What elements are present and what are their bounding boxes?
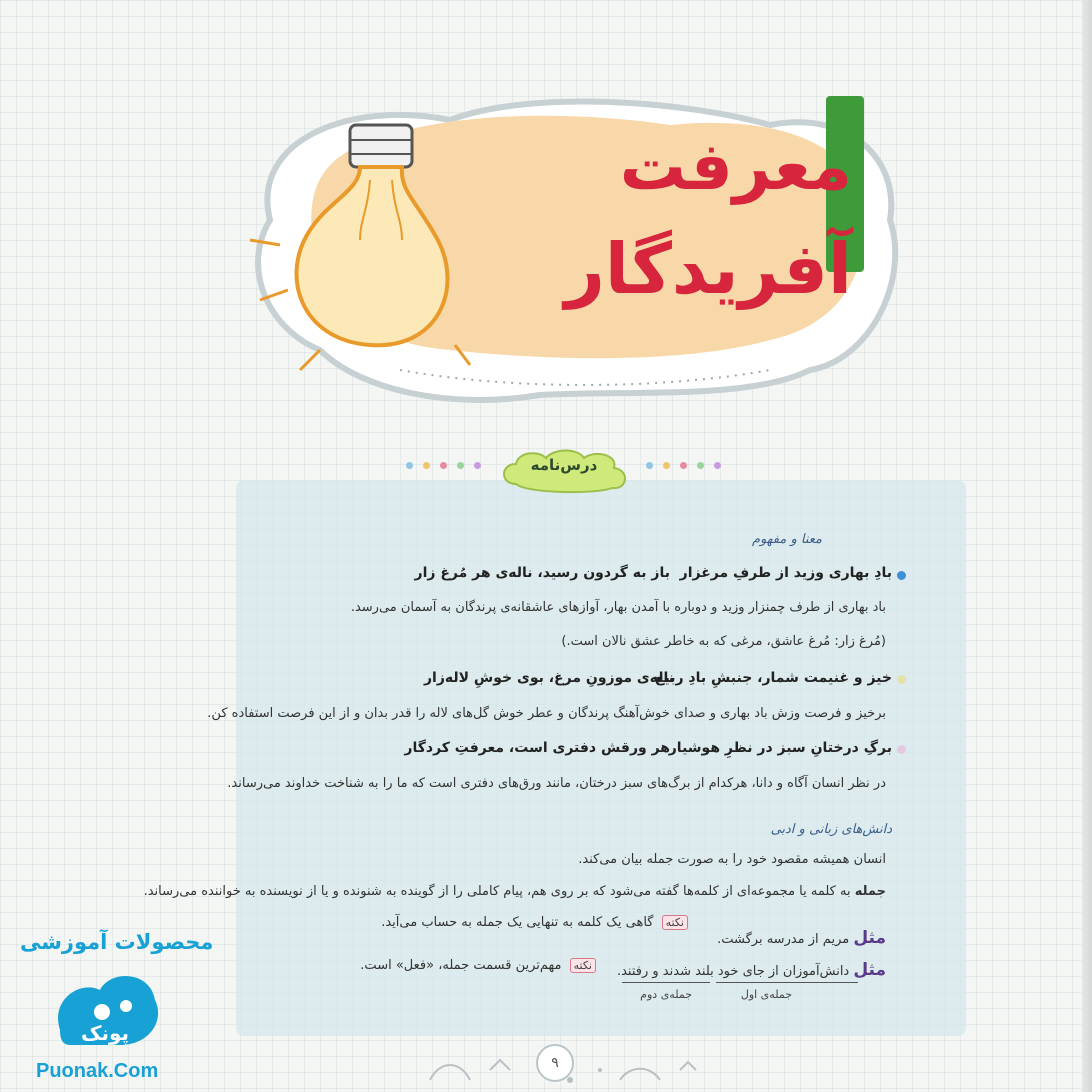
- meaning-heading: معنا و مفهوم: [752, 532, 822, 547]
- definition-line: [144, 884, 886, 899]
- verse1-second: باز به گردون رسید، ناله‌ی هر مُرغ زار: [414, 565, 670, 581]
- example-2-text: دانش‌آموزان از جای خود بلند شدند و رفتند.: [616, 964, 850, 979]
- bullet-yellow-icon: [897, 675, 906, 684]
- note-badge: نکته: [662, 915, 688, 930]
- sentence1-label: جمله‌ی اول: [740, 988, 792, 1001]
- paragraph-1: باد بهاری از طرف چمنزار وزید و دوباره با آمدن بهار، آوازهای عاشقانه‌ی پرندگان به آسمان می‌رسد.: [350, 600, 886, 615]
- verse2-second: ناله‌ی موزونِ مرغ، بوی خوشِ لاله‌زار: [423, 670, 674, 686]
- definition-label: جمله: [854, 884, 886, 899]
- underline-sentence1: [716, 982, 858, 983]
- lesson-content-box: [236, 480, 966, 1036]
- knowledge-heading: دانش‌های زبانی و ادبی: [770, 822, 892, 837]
- example-2: [617, 960, 886, 980]
- brand-tagline: محصولات آموزشی: [20, 930, 214, 954]
- paragraph-4: انسان همیشه مقصود خود را به صورت جمله بیان می‌کند.: [578, 852, 886, 867]
- note-1-text: گاهی یک کلمه به تنهایی یک جمله به حساب می‌آید.: [381, 915, 654, 930]
- bullet-pink-icon: [897, 745, 906, 754]
- underline-sentence2: [622, 982, 710, 983]
- brand-url: Puonak.Com: [36, 1060, 159, 1082]
- verse2-first: خیز و غنیمت شمار، جنبشِ بادِ ربیع: [654, 670, 892, 686]
- note-2-text: مهم‌ترین قسمت جمله، «فعل» است.: [360, 958, 562, 973]
- lesson-tag-label: درس‌نامه: [530, 456, 598, 474]
- chapter-title-line1: معرفت: [619, 128, 852, 205]
- dots-right: [646, 462, 721, 469]
- example-1-text: مریم از مدرسه برگشت.: [717, 932, 850, 947]
- example-label-2: مثل: [853, 960, 886, 980]
- example-1: [717, 928, 886, 948]
- paragraph-3: در نظر انسان آگاه و دانا، هرکدام از برگ‌های سبز درختان، مانند ورق‌های دفتری است که ما را به شناخت خداوند می‌رساند.: [227, 776, 886, 791]
- note-1: [381, 915, 688, 930]
- dots-left: [406, 462, 481, 469]
- note-badge-2: نکته: [570, 958, 596, 973]
- paragraph-1-note: (مُرغ زار: مُرغ عاشق، مرغی که به خاطر عشق نالان است.): [561, 634, 886, 649]
- paragraph-2: برخیز و فرصت وزش باد بهاری و صدای خوش‌آهنگ پرندگان و عطر خوش گل‌های لاله را قدر بدان و از این فرصت استفاده کن.: [207, 706, 886, 721]
- page-edge: [1082, 0, 1092, 1092]
- verse3-second: هر ورقش دفتری است، معرفتِ کردگار: [404, 740, 670, 756]
- bullet-blue-icon: [897, 571, 906, 580]
- verse3-first: برگِ درختانِ سبز در نظرِ هوشیار: [668, 740, 892, 756]
- page-number: ۹: [536, 1044, 574, 1082]
- example-label: مثل: [853, 928, 886, 948]
- logo-text: پونک: [80, 1021, 130, 1045]
- note-2: [360, 958, 596, 973]
- verse1-first: بادِ بهاری وزید از طرفِ مرغزار: [679, 565, 892, 581]
- definition-text: به کلمه یا مجموعه‌ای از کلمه‌ها گفته می‌شود که بر روی هم، پیام کاملی را از گوینده به شنونده و یا از نویسنده به خواننده می‌رساند.: [143, 884, 851, 899]
- chapter-title-line2: آفریدگار: [564, 228, 852, 310]
- puonak-logo-icon: [40, 960, 170, 1056]
- sentence2-label: جمله‌ی دوم: [640, 988, 692, 1001]
